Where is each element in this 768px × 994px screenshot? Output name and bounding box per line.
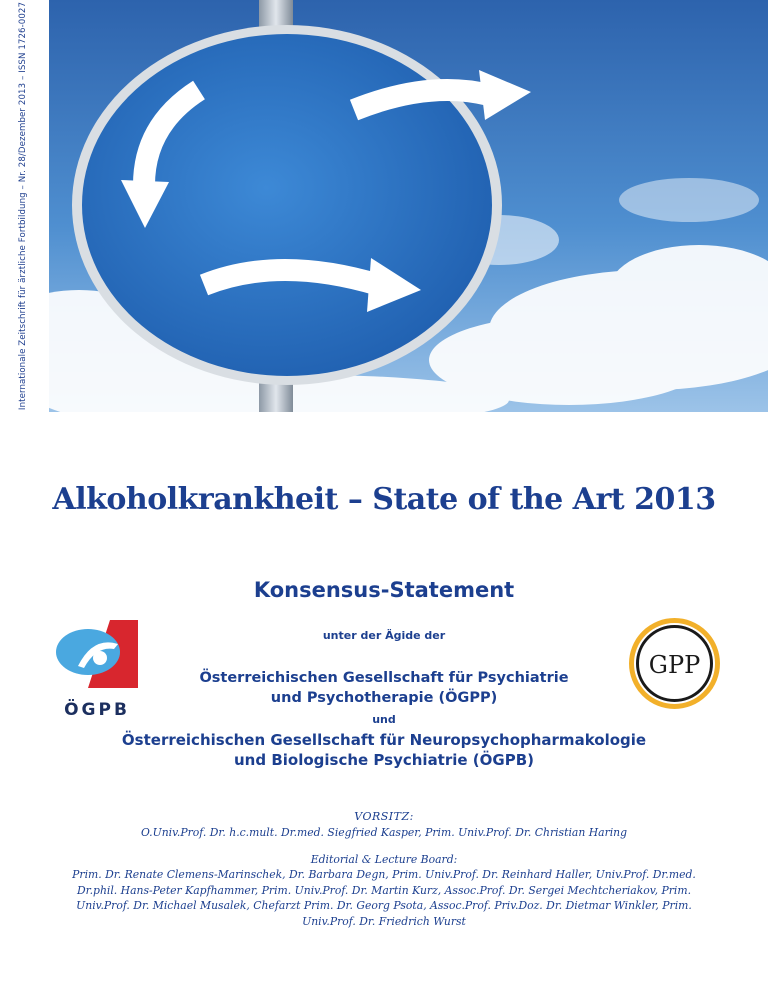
org-oegpb-line2: und Biologische Psychiatrie (ÖGPB) — [234, 751, 534, 769]
org-oegpp-line2: und Psychotherapie (ÖGPP) — [270, 690, 498, 706]
oegpp-logo-text: GPP — [648, 651, 701, 679]
org-oegpb-line1: Österreichischen Gesellschaft für Neuropsychopharmakologie — [121, 731, 647, 749]
chair-label: VORSITZ: — [354, 810, 414, 823]
document-title: Alkoholkrankheit – State of the Art 2013 — [52, 482, 716, 517]
board-names: Prim. Dr. Renate Clemens-Marinschek, Dr. Barbara Degn, Prim. Univ.Prof. Dr. Reinhard Haller, Univ.Prof. Dr.med. Dr.phil. Hans-Peter Kapfhammer, Prim. Univ.Prof. Dr. Martin Kurz, Assoc.Prof. Dr. Sergei Mechtcheriakov, Prim. Univ.Prof. Dr. Michael Musalek, Chefarzt Prim. Dr. Georg Psota, Assoc.Prof. Priv.Doz. Dr. Dietmar Winkler, Prim. Univ.Prof. Dr. Friedrich Wurst — [72, 868, 696, 928]
document-subtitle: Konsensus-Statement — [253, 578, 515, 602]
and-separator: und — [372, 713, 396, 726]
cover-illustration — [49, 0, 768, 412]
journal-side-label — [0, 0, 46, 412]
chair-names: O.Univ.Prof. Dr. h.c.mult. Dr.med. Siegfried Kasper, Prim. Univ.Prof. Dr. Christian Haring — [140, 826, 628, 839]
org-oegpp — [0, 668, 768, 708]
board-label: Editorial & Lecture Board: — [310, 853, 458, 866]
org-oegpp-line1: Österreichischen Gesellschaft für Psychiatrie — [199, 670, 569, 686]
aegis-line: unter der Ägide der — [322, 629, 446, 642]
org-oegpb — [0, 730, 768, 770]
journal-side-label-text: Internationale Zeitschrift für ärztliche Fortbildung – Nr. 28/Dezember 2013 – ISSN 1726-0027 — [18, 1, 29, 411]
cover-image — [49, 0, 768, 412]
oegpb-logo-text: ÖGPB — [64, 700, 130, 720]
